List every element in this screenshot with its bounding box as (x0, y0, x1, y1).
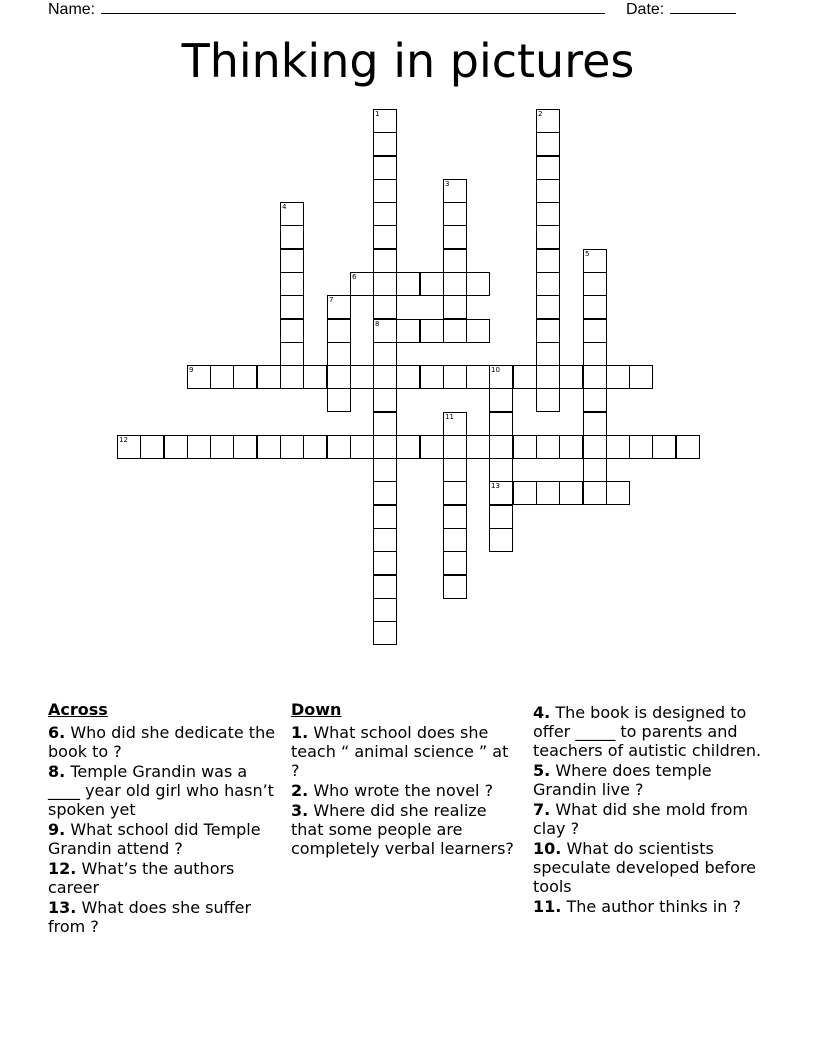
crossword-cell[interactable] (210, 435, 234, 459)
crossword-cell[interactable] (350, 435, 374, 459)
cell-number: 12 (119, 436, 128, 444)
clue-number: 9. (48, 820, 66, 839)
crossword-cell[interactable] (140, 435, 164, 459)
crossword-cell[interactable] (420, 319, 444, 343)
crossword-cell[interactable] (443, 179, 467, 203)
crossword-cell[interactable] (443, 319, 467, 343)
crossword-cell[interactable] (536, 109, 560, 133)
crossword-cell[interactable] (350, 365, 374, 389)
crossword-cell[interactable] (536, 481, 560, 505)
crossword-cell[interactable] (443, 249, 467, 273)
clue-text: What’s the authors career (48, 859, 235, 897)
clue-text: Who did she dedicate the book to ? (48, 723, 276, 761)
cell-number: 3 (445, 180, 450, 188)
crossword-cell[interactable] (443, 365, 467, 389)
clue-number: 10. (533, 839, 562, 858)
crossword-cell[interactable] (373, 109, 397, 133)
crossword-cell[interactable] (443, 412, 467, 436)
clue-text: What does she suffer from ? (48, 898, 252, 936)
name-label: Name: (48, 1, 96, 18)
crossword-cell[interactable] (373, 225, 397, 249)
crossword-cell[interactable] (280, 435, 304, 459)
crossword-cell[interactable] (583, 481, 607, 505)
crossword-cell[interactable] (373, 435, 397, 459)
crossword-cell[interactable] (513, 435, 537, 459)
crossword-cell[interactable] (420, 435, 444, 459)
clue-number: 2. (291, 781, 309, 800)
down-heading: Down (291, 700, 342, 719)
crossword-cell[interactable] (536, 132, 560, 156)
crossword-cell[interactable] (327, 388, 351, 412)
crossword-cell[interactable] (466, 435, 490, 459)
crossword-cell[interactable] (606, 365, 630, 389)
cell-number: 4 (282, 203, 287, 211)
crossword-cell[interactable] (466, 319, 490, 343)
across-heading: Across (48, 700, 108, 719)
clue-text: Temple Grandin was a ____ year old girl who hasn’t spoken yet (48, 762, 274, 819)
crossword-cell[interactable] (373, 202, 397, 226)
crossword-cell[interactable] (373, 505, 397, 529)
crossword-cell[interactable] (443, 202, 467, 226)
crossword-cell[interactable] (350, 272, 374, 296)
cell-number: 9 (189, 366, 194, 374)
crossword-cell[interactable] (373, 319, 397, 343)
crossword-cell[interactable] (373, 179, 397, 203)
clue-item (48, 762, 278, 819)
crossword-cell[interactable] (652, 435, 676, 459)
clue-item (291, 781, 521, 800)
crossword-cell[interactable] (373, 598, 397, 622)
crossword-cell[interactable] (373, 295, 397, 319)
clue-item (48, 820, 278, 858)
crossword-cell[interactable] (536, 202, 560, 226)
crossword-cell[interactable] (187, 365, 211, 389)
clue-number: 6. (48, 723, 66, 742)
crossword-cell[interactable] (373, 481, 397, 505)
clue-text: What do scientists speculate developed before tools (533, 839, 757, 896)
crossword-cell[interactable] (373, 249, 397, 273)
crossword-cell[interactable] (280, 202, 304, 226)
crossword-cell[interactable] (606, 435, 630, 459)
crossword-cell[interactable] (559, 365, 583, 389)
clue-text: The book is designed to offer _____ to parents and teachers of autistic children. (533, 703, 762, 760)
crossword-cell[interactable] (536, 249, 560, 273)
crossword-cell[interactable] (559, 435, 583, 459)
crossword-cell[interactable] (373, 156, 397, 180)
crossword-cell[interactable] (257, 435, 281, 459)
crossword-cell[interactable] (233, 435, 257, 459)
crossword-cell[interactable] (373, 342, 397, 366)
crossword-cell[interactable] (396, 272, 420, 296)
clue-number: 1. (291, 723, 309, 742)
crossword-cell[interactable] (583, 365, 607, 389)
clue-number: 4. (533, 703, 551, 722)
crossword-cell[interactable] (489, 528, 513, 552)
crossword-cell[interactable] (280, 249, 304, 273)
crossword-cell[interactable] (536, 319, 560, 343)
crossword-cell[interactable] (536, 272, 560, 296)
crossword-cell[interactable] (420, 365, 444, 389)
clue-column-1 (48, 700, 278, 937)
crossword-cell[interactable] (373, 388, 397, 412)
clue-text: What school does she teach “ animal science ” at ? (291, 723, 509, 780)
clue-text: What school did Temple Grandin attend ? (48, 820, 261, 858)
clue-number: 11. (533, 897, 562, 916)
crossword-cell[interactable] (327, 295, 351, 319)
crossword-cell[interactable] (583, 272, 607, 296)
crossword-cell[interactable] (443, 551, 467, 575)
cell-number: 5 (585, 250, 590, 258)
clue-item (48, 723, 278, 761)
crossword-cell[interactable] (280, 225, 304, 249)
crossword-cell[interactable] (489, 388, 513, 412)
crossword-cell[interactable] (583, 412, 607, 436)
cell-number: 10 (491, 366, 500, 374)
crossword-cell[interactable] (443, 575, 467, 599)
crossword-cell[interactable] (629, 365, 653, 389)
crossword-cell[interactable] (443, 505, 467, 529)
crossword-cell[interactable] (629, 435, 653, 459)
crossword-cell[interactable] (583, 295, 607, 319)
crossword-cell[interactable] (280, 319, 304, 343)
crossword-cell[interactable] (396, 319, 420, 343)
crossword-cell[interactable] (187, 435, 211, 459)
crossword-cell[interactable] (443, 225, 467, 249)
crossword-cell[interactable] (373, 621, 397, 645)
crossword-cell[interactable] (583, 342, 607, 366)
crossword-cell[interactable] (373, 132, 397, 156)
crossword-cell[interactable] (466, 272, 490, 296)
crossword-cell[interactable] (443, 435, 467, 459)
clue-number: 13. (48, 898, 77, 917)
crossword-cell[interactable] (443, 458, 467, 482)
crossword-cell[interactable] (280, 295, 304, 319)
crossword-cell[interactable] (443, 272, 467, 296)
crossword-cell[interactable] (489, 481, 513, 505)
crossword-cell[interactable] (396, 435, 420, 459)
crossword-cell[interactable] (257, 365, 281, 389)
crossword-cell[interactable] (327, 342, 351, 366)
crossword-cell[interactable] (303, 365, 327, 389)
crossword-cell[interactable] (583, 458, 607, 482)
clue-item (48, 859, 278, 897)
crossword-cell[interactable] (536, 435, 560, 459)
crossword-cell[interactable] (210, 365, 234, 389)
crossword-cell[interactable] (164, 435, 188, 459)
clue-item (533, 897, 763, 916)
clue-number: 3. (291, 801, 309, 820)
crossword-cell[interactable] (373, 272, 397, 296)
clue-number: 5. (533, 761, 551, 780)
crossword-cell[interactable] (280, 365, 304, 389)
crossword-cell[interactable] (327, 435, 351, 459)
crossword-cell[interactable] (420, 272, 444, 296)
crossword-cell[interactable] (513, 481, 537, 505)
crossword-cell[interactable] (559, 481, 583, 505)
clue-number: 12. (48, 859, 77, 878)
clue-text: What did she mold from clay ? (533, 800, 748, 838)
crossword-cell[interactable] (396, 365, 420, 389)
crossword-cell[interactable] (373, 458, 397, 482)
crossword-cell[interactable] (583, 435, 607, 459)
crossword-cell[interactable] (466, 365, 490, 389)
crossword-cell[interactable] (536, 179, 560, 203)
crossword-cell[interactable] (489, 365, 513, 389)
crossword-cell[interactable] (233, 365, 257, 389)
clue-text: Who wrote the novel ? (313, 781, 494, 800)
cell-number: 11 (445, 413, 454, 421)
cell-number: 13 (491, 482, 500, 490)
clue-text: Where does temple Grandin live ? (533, 761, 712, 799)
crossword-cell[interactable] (373, 365, 397, 389)
crossword-cell[interactable] (489, 458, 513, 482)
crossword-cell[interactable] (443, 481, 467, 505)
clue-item (48, 898, 278, 936)
crossword-cell[interactable] (489, 412, 513, 436)
clue-item (291, 723, 521, 780)
crossword-cell[interactable] (583, 388, 607, 412)
clue-item (533, 839, 763, 896)
crossword-cell[interactable] (536, 295, 560, 319)
clue-item (533, 703, 763, 760)
crossword-cell[interactable] (536, 156, 560, 180)
crossword-cell[interactable] (536, 365, 560, 389)
clue-item (533, 761, 763, 799)
clue-item (533, 800, 763, 838)
crossword-cell[interactable] (373, 551, 397, 575)
date-label: Date: (626, 1, 665, 18)
crossword-cell[interactable] (373, 412, 397, 436)
crossword-cell[interactable] (513, 365, 537, 389)
crossword-cell[interactable] (606, 481, 630, 505)
crossword-cell[interactable] (536, 225, 560, 249)
crossword-cell[interactable] (280, 272, 304, 296)
crossword-cell[interactable] (373, 575, 397, 599)
crossword-cell[interactable] (489, 435, 513, 459)
cell-number: 1 (375, 110, 380, 118)
crossword-cell[interactable] (117, 435, 141, 459)
cell-number: 8 (375, 320, 380, 328)
clue-column-2 (291, 700, 521, 859)
crossword-cell[interactable] (676, 435, 700, 459)
crossword-cell[interactable] (327, 365, 351, 389)
crossword-cell[interactable] (536, 342, 560, 366)
page-title: Thinking in pictures (181, 34, 635, 88)
crossword-cell[interactable] (280, 342, 304, 366)
crossword-cell[interactable] (583, 249, 607, 273)
crossword-cell[interactable] (489, 505, 513, 529)
crossword-cell[interactable] (443, 295, 467, 319)
cell-number: 7 (329, 296, 334, 304)
crossword-cell[interactable] (373, 528, 397, 552)
crossword-cell[interactable] (536, 388, 560, 412)
clue-text: Where did she realize that some people are completely verbal learners? (291, 801, 514, 858)
cell-number: 6 (352, 273, 357, 281)
crossword-cell[interactable] (443, 528, 467, 552)
clue-text: The author thinks in ? (566, 897, 741, 916)
crossword-cell[interactable] (327, 319, 351, 343)
crossword-cell[interactable] (583, 319, 607, 343)
crossword-cell[interactable] (303, 435, 327, 459)
clue-number: 7. (533, 800, 551, 819)
clue-column-3 (533, 703, 763, 917)
clue-item (291, 801, 521, 858)
cell-number: 2 (538, 110, 543, 118)
clue-number: 8. (48, 762, 66, 781)
